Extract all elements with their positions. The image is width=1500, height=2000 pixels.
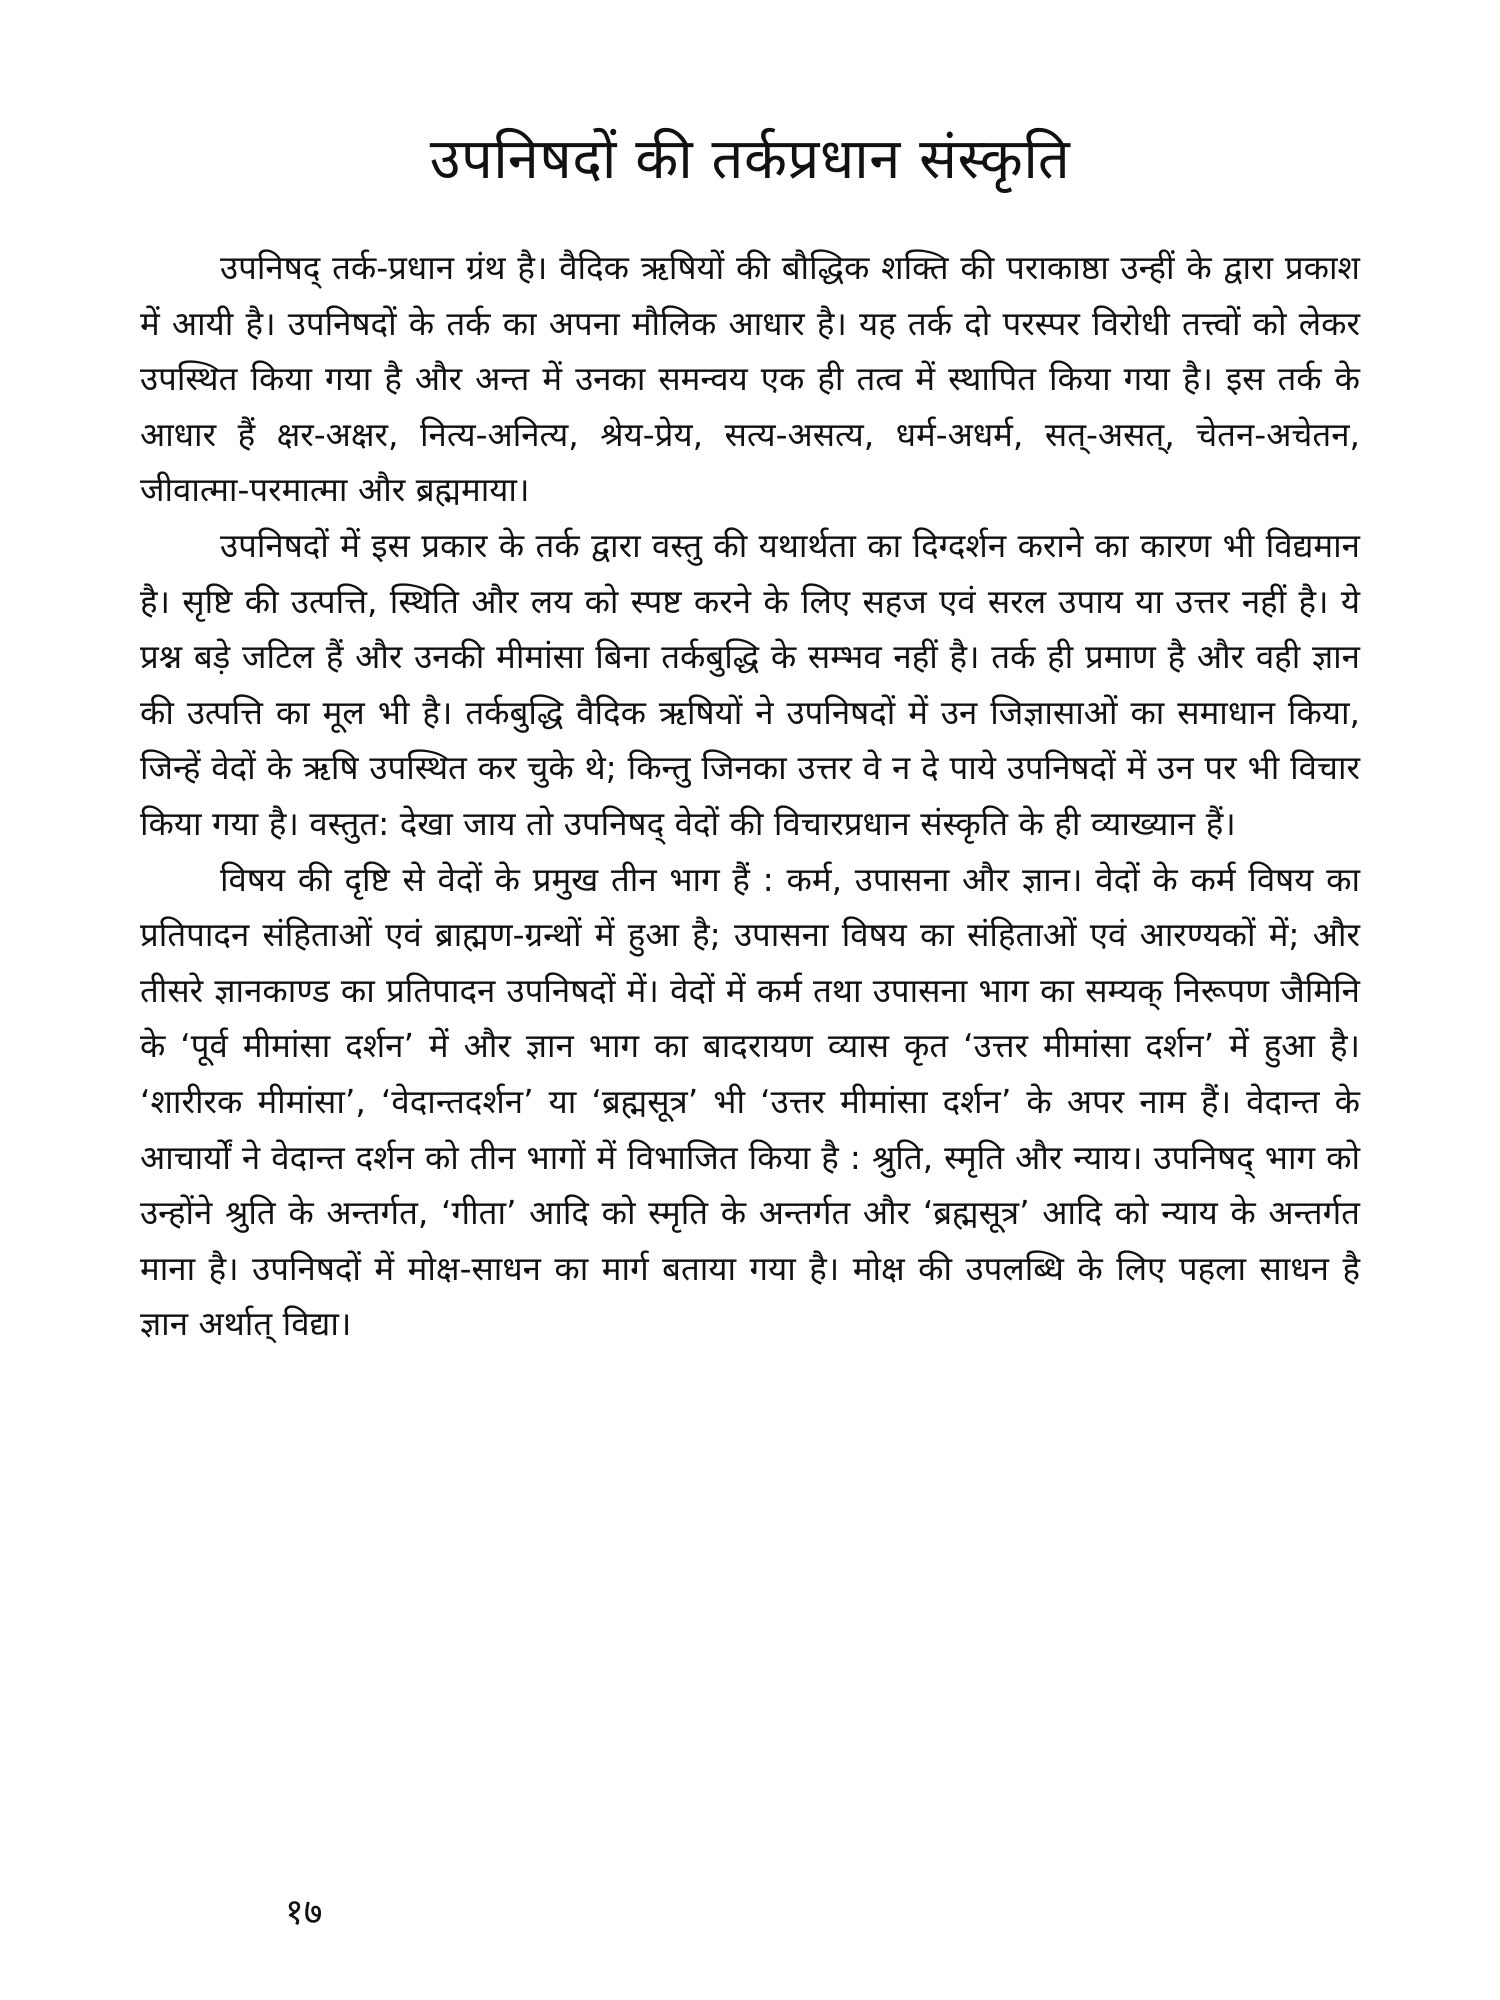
page-title: उपनिषदों की तर्कप्रधान संस्कृति <box>429 127 1071 192</box>
paragraph-1: उपनिषद् तर्क-प्रधान ग्रंथ है। वैदिक ऋषियों की बौद्धिक शक्ति की पराकाष्ठा उन्हीं के द्वारा प्रकाश में आयी है। उपनिषदों के तर्क का अपना मौलिक आधार है। यह तर्क दो परस्पर विरोधी तत्त्वों को लेकर उपस्थित किया गया है और अन्त में उनका समन्वय एक ही तत्व में स्थापित किया गया है। इस तर्क के आधार हैं क्षर-अक्षर, नित्य-अनित्य, श्रेय-प्रेय, सत्य-असत्य, धर्म-अधर्म, सत्-असत्, चेतन-अचेतन, जीवात्मा-परमात्मा और ब्रह्ममाया। <box>140 248 1360 510</box>
paragraph-2: उपनिषदों में इस प्रकार के तर्क द्वारा वस्तु की यथार्थता का दिग्दर्शन कराने का कारण भी विद्यमान है। सृष्टि की उत्पत्ति, स्थिति और लय को स्पष्ट करने के लिए सहज एवं सरल उपाय या उत्तर नहीं है। ये प्रश्न बड़े जटिल हैं और उनकी मीमांसा बिना तर्कबुद्धि के सम्भव नहीं है। तर्क ही प्रमाण है और वही ज्ञान की उत्पत्ति का मूल भी है। तर्कबुद्धि वैदिक ऋषियों ने उपनिषदों में उन जिज्ञासाओं का समाधान किया, जिन्हें वेदों के ऋषि उपस्थित कर चुके थे; किन्तु जिनका उत्तर वे न दे पाये उपनिषदों में उन पर भी विचार किया गया है। वस्तुत: देखा जाय तो उपनिषद् वेदों की विचारप्रधान संस्कृति के ही व्याख्यान हैं। <box>140 525 1360 843</box>
page-body <box>140 240 1360 1352</box>
paragraph-3: विषय की दृष्टि से वेदों के प्रमुख तीन भाग हैं : कर्म, उपासना और ज्ञान। वेदों के कर्म विषय का प्रतिपादन संहिताओं एवं ब्राह्मण-ग्रन्थों में हुआ है; उपासना विषय का संहिताओं एवं आरण्यकों में; और तीसरे ज्ञानकाण्ड का प्रतिपादन उपनिषदों में। वेदों में कर्म तथा उपासना भाग का सम्यक् निरूपण जैमिनि के ‘पूर्व मीमांसा दर्शन’ में और ज्ञान भाग का बादरायण व्यास कृत ‘उत्तर मीमांसा दर्शन’ में हुआ है। ‘शारीरक मीमांसा’, ‘वेदान्तदर्शन’ या ‘ब्रह्मसूत्र’ भी ‘उत्तर मीमांसा दर्शन’ के अपर नाम हैं। वेदान्त के आचार्यों ने वेदान्त दर्शन को तीन भागों में विभाजित किया है : श्रुति, स्मृति और न्याय। उपनिषद् भाग को उन्होंने श्रुति के अन्तर्गत, ‘गीता’ आदि को स्मृति के अन्तर्गत और ‘ब्रह्मसूत्र’ आदि को न्याय के अन्तर्गत माना है। उपनिषदों में मोक्ष-साधन का मार्ग बताया गया है। मोक्ष की उपलब्धि के लिए पहला साधन है ज्ञान अर्थात् विद्या। <box>140 859 1360 1344</box>
page-number: १७ <box>285 1892 323 1933</box>
